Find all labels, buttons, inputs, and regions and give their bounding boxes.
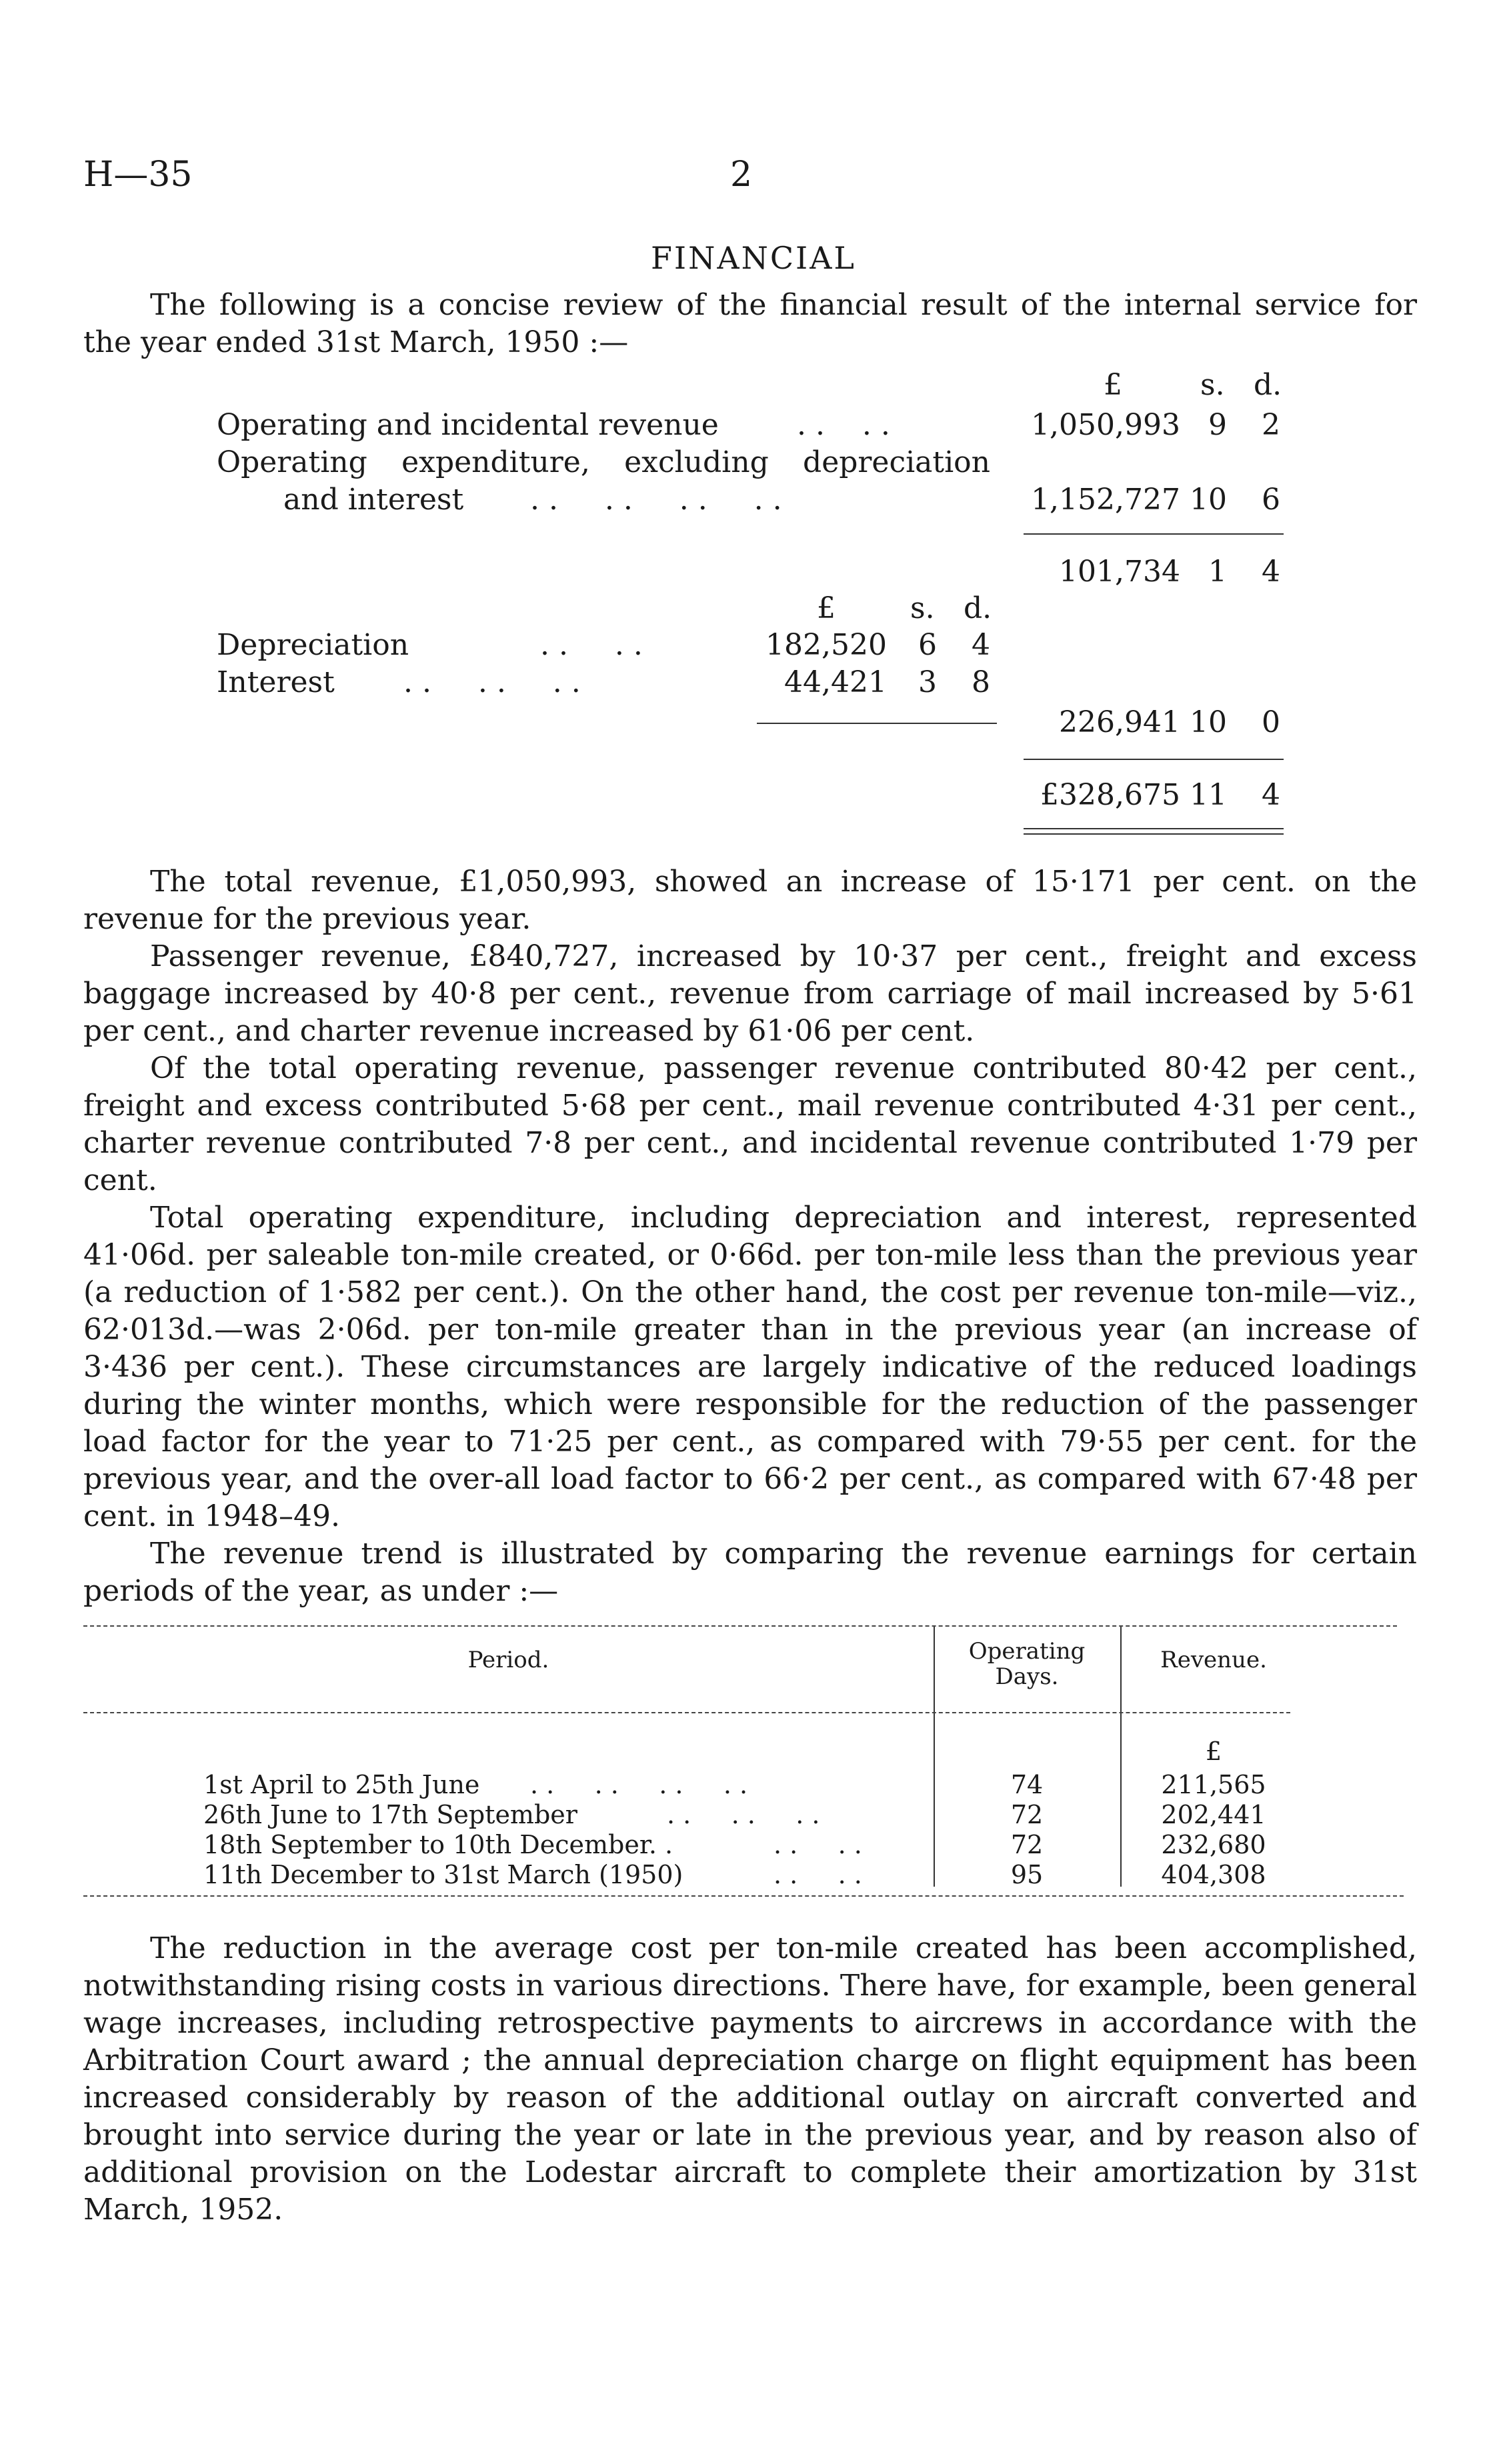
sub-row-shillings: 6 [918,628,937,662]
summary-subtotal-pounds: 226,941 [1059,705,1180,739]
sub-row-label: Interest [217,665,335,699]
page-number: 2 [730,155,753,195]
paragraph-revenue-trend: The revenue trend is illustrated by comparing the revenue earnings for certain periods of the year, as under :— [83,1537,1417,1608]
table-row-revenue: 404,308 [1161,1860,1266,1889]
summary-row-label: Operating and incidental revenue [217,408,719,442]
intro-paragraph: The following is a concise review of the financial result of the internal service for the year ended 31st March, 1950 :— [83,288,1417,359]
sub-header-pence: d. [964,591,992,625]
table-row-days: 72 [1010,1830,1044,1859]
table-row-period: 11th December to 31st March (1950) [203,1860,683,1889]
sub-row-label: Depreciation [217,628,409,662]
summary-row-shillings: 10 [1190,483,1227,517]
table-top-rule [83,1625,1397,1627]
sub-row-pounds: 44,421 [784,665,887,699]
summary-header-pounds: £ [1104,368,1122,402]
column-header-period: Period. [467,1647,549,1673]
summary-row-pence: 2 [1262,408,1280,442]
table-row-revenue: 202,441 [1161,1800,1266,1829]
dot-leader: . . . . [797,408,890,442]
summary-header-shillings: s. [1200,368,1225,402]
summary-row-label: Operating expenditure, excluding depreciation [217,445,990,479]
table-row-period: 26th June to 17th September [203,1800,577,1829]
double-rule [1024,833,1284,835]
summary-row-shillings: 9 [1208,408,1227,442]
dot-leader: . . . . . . . . [530,1770,748,1799]
sub-header-shillings: s. [910,591,935,625]
paragraph-operating-expenditure: Total operating expenditure, including depreciation and interest, represented 41·06d. per saleable ton-mile created, or 0·66d. per ton-mile less than the previous year (a reduction of 1·582 per cent.). On the other hand, the cost per revenue ton-mile—viz., 62·013d.—was 2·06d. per ton-mile greater than in the previous year (an increase of 3·436 per cent.). These circumstances are largely indicative of the reduced loadings during the winter months, which were responsible for the reduction of the passenger load factor for the year to 71·25 per cent., as compared with 79·55 per cent. for the previous year, and the over-all load factor to 66·2 per cent., as compared with 67·48 per cent. in 1948–49. [83,1201,1417,1533]
summary-header-pence: d. [1254,368,1282,402]
summary-row-pounds: 1,050,993 [1031,408,1180,442]
table-row-revenue: 232,680 [1161,1830,1266,1859]
dot-leader: . . . . [774,1860,862,1889]
section-title: FINANCIAL [651,240,856,276]
dot-leader: . . . . [540,628,643,662]
dot-leader: . . . . . . [667,1800,820,1829]
divider-rule [1024,759,1284,760]
summary-subtotal-pence: 0 [1262,705,1280,739]
summary-final-pence: 4 [1262,778,1280,812]
paragraph-cost-reduction: The reduction in the average cost per ton-mile created has been accomplished, notwithstanding rising costs in various directions. There have, for example, been general wage increases, including retrospective payments to aircrews in accordance with the Arbitration Court award ; the annual depreciation charge on flight equipment has been increased considerably by reason of the additional outlay on aircraft converted and brought into service during the year or late in the previous year, and by reason also of additional provision on the Lodestar aircraft to complete their amortization by 31st March, 1952. [83,1931,1417,2227]
divider-rule [1024,533,1284,535]
divider-rule [757,723,997,724]
sub-row-pence: 4 [972,628,990,662]
table-bottom-rule [83,1895,1404,1897]
revenue-unit: £ [1205,1737,1222,1766]
table-row-days: 74 [1010,1770,1044,1799]
summary-row-pounds: 1,152,727 [1031,483,1180,517]
summary-difference-pounds: 101,734 [1059,555,1180,589]
summary-final-shillings: 11 [1190,778,1227,812]
summary-row-pence: 6 [1262,483,1280,517]
table-row-days: 72 [1010,1800,1044,1829]
header-rule [83,1712,1290,1713]
sub-row-pounds: 182,520 [766,628,887,662]
double-rule [1024,828,1284,829]
summary-subtotal-shillings: 10 [1190,705,1227,739]
paragraph-passenger-revenue: Passenger revenue, £840,727, increased by 10·37 per cent., freight and excess baggage increased by 40·8 per cent., revenue from carriage of mail increased by 5·61 per cent., and charter revenue increased by 61·06 per cent. [83,939,1417,1048]
summary-final-pounds: £328,675 [1040,778,1180,812]
table-row-period: 1st April to 25th June [203,1770,480,1799]
paragraph-total-revenue: The total revenue, £1,050,993, showed an increase of 15·171 per cent. on the revenue for the previous year. [83,865,1417,936]
sub-row-pence: 8 [972,665,990,699]
column-header-operating-days: Operating Days. [968,1638,1086,1690]
document-reference: H—35 [83,155,193,195]
summary-difference-pence: 4 [1262,555,1280,589]
summary-difference-shillings: 1 [1208,555,1227,589]
dot-leader: . . . . [774,1830,862,1859]
table-row-days: 95 [1010,1860,1044,1889]
sub-header-pounds: £ [817,591,836,625]
column-header-revenue: Revenue. [1160,1647,1267,1673]
dot-leader: . . . . . . [403,665,581,699]
paragraph-revenue-contributions: Of the total operating revenue, passenger revenue contributed 80·42 per cent., freight and excess contributed 5·68 per cent., mail revenue contributed 4·31 per cent., charter revenue contributed 7·8 per cent., and incidental revenue contributed 1·79 per cent. [83,1051,1417,1197]
table-row-revenue: 211,565 [1161,1770,1266,1799]
table-row-period: 18th September to 10th December. . [203,1830,673,1859]
summary-row-label-continued: and interest [283,483,464,517]
dot-leader: . . . . . . . . [530,483,782,517]
sub-row-shillings: 3 [918,665,937,699]
